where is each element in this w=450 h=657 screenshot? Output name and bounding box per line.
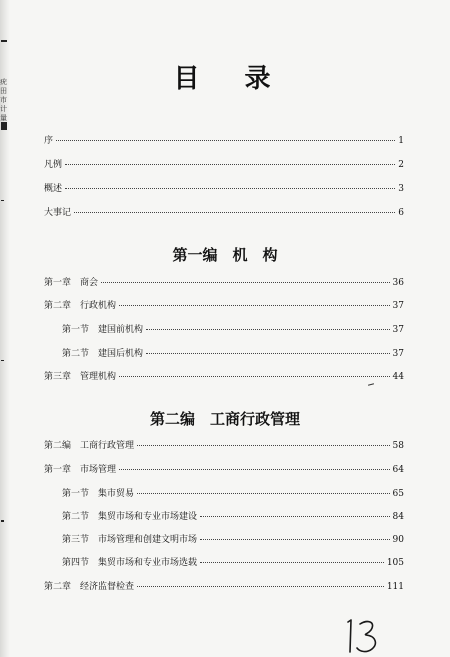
leader-dots: [200, 539, 390, 540]
toc-entry-label: 凡例: [44, 160, 63, 170]
toc-entry-page: 105: [386, 558, 404, 568]
toc-entry-label: 第四节 集贸市场和专业市场选载: [62, 558, 198, 568]
handwritten-page-number: [342, 618, 392, 654]
toc-entry-overview[interactable]: [44, 181, 404, 194]
toc-entry-label: 序: [44, 136, 54, 146]
toc-entry-page: 64: [392, 465, 404, 475]
edge-mark: [1, 40, 7, 42]
toc-entry-label: 第二编 工商行政管理: [44, 441, 135, 451]
toc-entry[interactable]: [62, 486, 404, 499]
toc-entry[interactable]: [44, 369, 404, 382]
leader-dots: [119, 376, 390, 377]
toc-entry-label: 第一章 商会: [44, 278, 99, 288]
edge-mark: [1, 122, 7, 130]
toc-entry[interactable]: [62, 322, 404, 335]
leader-dots: [146, 353, 390, 354]
scan-edge: [0, 0, 10, 657]
edge-text: 疣田市计量: [0, 78, 7, 122]
toc-entry-label: 第三章 管理机构: [44, 372, 117, 382]
toc-entry-page: 37: [392, 349, 404, 359]
leader-dots: [137, 493, 390, 494]
toc-entry-label: 第二章 经济监督检查: [44, 582, 135, 592]
scan-speck: [368, 383, 374, 386]
toc-entry[interactable]: [44, 579, 404, 592]
leader-dots: [200, 516, 390, 517]
leader-dots: [137, 445, 390, 446]
toc-entry[interactable]: [44, 462, 404, 475]
part-heading: 第一编 机 构: [172, 246, 278, 264]
leader-dots: [65, 164, 395, 165]
toc-entry-page: 3: [398, 184, 404, 194]
toc-entry-page: 111: [386, 582, 404, 592]
leader-dots: [74, 212, 395, 213]
toc-entry[interactable]: [44, 275, 404, 288]
toc-entry-page: 84: [392, 512, 404, 522]
part-heading: 第二编 工商行政管理: [149, 410, 300, 428]
toc-entry-label: 第二节 集贸市场和专业市场建设: [62, 512, 198, 522]
toc-entry-notes[interactable]: [44, 157, 404, 170]
toc-entry-label: 第一章 市场管理: [44, 465, 117, 475]
edge-mark: [1, 200, 4, 201]
toc-entry-page: 1: [398, 136, 404, 146]
leader-dots: [137, 586, 384, 587]
toc-entry[interactable]: [62, 509, 404, 522]
leader-dots: [119, 305, 390, 306]
edge-mark: [1, 360, 4, 361]
toc-entry[interactable]: [62, 555, 404, 568]
toc-entry-label: 第一节 集市贸易: [62, 489, 135, 499]
leader-dots: [65, 188, 395, 189]
leader-dots: [119, 469, 390, 470]
toc-entry-preface[interactable]: [44, 133, 404, 146]
toc-entry-page: 36: [392, 278, 404, 288]
leader-dots: [56, 140, 395, 141]
toc-entry-page: 58: [392, 441, 404, 451]
toc-entry-page: 37: [392, 301, 404, 311]
edge-mark: [1, 520, 4, 522]
toc-entry[interactable]: [62, 346, 404, 359]
toc-entry-page: 65: [392, 489, 404, 499]
toc-entry-label: 大事记: [44, 208, 72, 218]
toc-entry-chronicle[interactable]: [44, 205, 404, 218]
leader-dots: [146, 329, 390, 330]
toc-entry-page: 90: [392, 535, 404, 545]
toc-entry-page: 2: [398, 160, 404, 170]
toc-entry-label: 概述: [44, 184, 63, 194]
toc-entry-label: 第二章 行政机构: [44, 301, 117, 311]
toc-entry[interactable]: [62, 532, 404, 545]
toc-entry[interactable]: [44, 298, 404, 311]
toc-entry-page: 37: [392, 325, 404, 335]
toc-entry-label: 第一节 建国前机构: [62, 325, 144, 335]
toc-entry-page: 6: [398, 208, 404, 218]
toc-entry-label: 第三节 市场管理和创建文明市场: [62, 535, 198, 545]
leader-dots: [200, 562, 384, 563]
toc-entry-page: 44: [392, 372, 404, 382]
toc-entry-label: 第二节 建国后机构: [62, 349, 144, 359]
toc-entry[interactable]: [44, 438, 404, 451]
leader-dots: [101, 282, 390, 283]
page-title: 目 录: [173, 64, 289, 94]
